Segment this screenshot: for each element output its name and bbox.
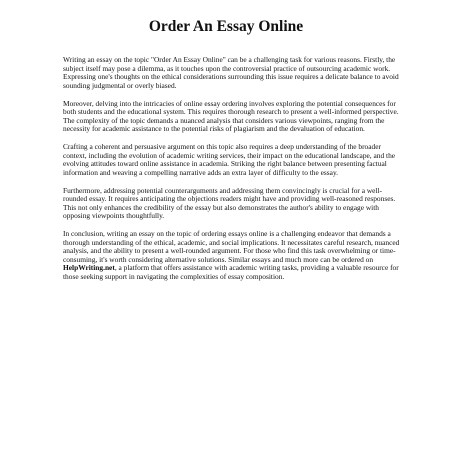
paragraph-2: Moreover, delving into the intricacies of online essay ordering involves exploring the potential consequences for both students and the educational system. This requires thorough research to present a well-informed perspective. The complexity of the topic demands a nuanced analysis that considers various viewpoints, ranging from the necessity for academic assistance to the potential risks of plagiarism and the devaluation of education. (63, 98, 399, 133)
paragraph-3: Crafting a coherent and persuasive argument on this topic also requires a deep understanding of the broader context, including the evolution of academic writing services, their impact on the educational landscape, and the evolving attitudes toward online assistance in academia. Striking the right balance between presenting factual information and weaving a compelling narrative adds an extra layer of difficulty to the essay. (63, 142, 396, 177)
document-body (63, 56, 403, 291)
paragraph-1: Writing an essay on the topic "Order An Essay Online" can be a challenging task for various reasons. Firstly, the subject itself may pose a dilemma, as it touches upon the controversial practice of outsourcing academic work. Expressing one's thoughts on the ethical considerations surrounding this issue requires a delicate balance to avoid sounding judgmental or overly biased. (63, 55, 399, 90)
paragraph-5-text-start: In conclusion, writing an essay on the topic of ordering essays online is a challenging endeavor that demands a thorough understanding of the ethical, academic, and social implications. It necessitates careful research, nuanced analysis, and the ability to present a well-rounded argument. For those who find this task overwhelming or time-consuming, it's worth considering alternative solutions. Similar essays and much more can be ordered on (63, 229, 400, 264)
paragraph-4: Furthermore, addressing potential counterarguments and addressing them convincingly is crucial for a well-rounded essay. It requires anticipating the objections readers might have and providing well-reasoned responses. This not only enhances the credibility of the essay but also demonstrates the author's ability to engage with opposing viewpoints thoughtfully. (63, 185, 396, 220)
document-title: Order An Essay Online (148, 18, 304, 35)
helpwriting-link[interactable]: HelpWriting.net (63, 263, 115, 272)
paragraph-5 (63, 230, 403, 281)
paragraph-5-text-end: , a platform that offers assistance with academic writing tasks, providing a valuable resource for those seeking support in navigating the complexities of essay composition. (63, 263, 399, 281)
